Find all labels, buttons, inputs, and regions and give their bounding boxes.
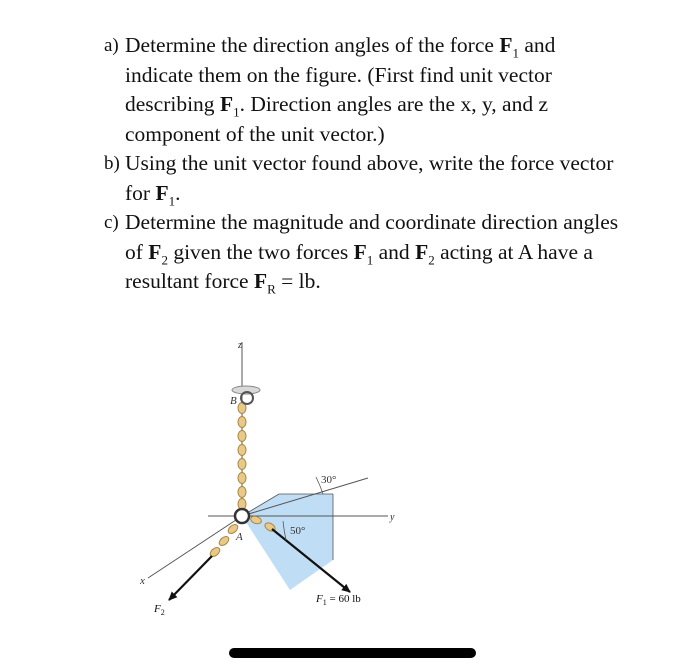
- home-indicator[interactable]: [229, 648, 476, 658]
- f2-force-arrow: [169, 556, 212, 600]
- part-a-text-2: and indicate them on the figure. (First find unit vector describing: [125, 33, 556, 116]
- force-subscript: 2: [161, 251, 168, 267]
- f1-subscript: 1: [322, 598, 327, 607]
- f1-magnitude: = 60 lb: [326, 593, 361, 605]
- force-subscript: R: [267, 281, 276, 297]
- part-c-text: [125, 210, 619, 297]
- part-c-text-3: and: [373, 239, 416, 264]
- part-a: [104, 31, 624, 149]
- part-b: [104, 149, 624, 208]
- part-c-text-1: Determine the magnitude and coordinate direction angles of: [125, 210, 619, 264]
- part-a-text-3: . Direction angles are the x, y, and z component of the unit vector.): [125, 92, 549, 146]
- force-subscript: 2: [428, 251, 435, 267]
- force-symbol: F: [155, 180, 169, 205]
- problem-statement: [104, 31, 624, 297]
- part-b-label: b): [104, 153, 120, 174]
- force-subscript: 1: [512, 45, 519, 61]
- force-diagram: [120, 330, 420, 630]
- part-c-text-5: = lb.: [275, 269, 321, 293]
- f2-label: [153, 603, 165, 617]
- angle-30-label: 30°: [321, 474, 337, 486]
- part-a-text-1: Determine the direction angles of the force: [125, 33, 500, 57]
- x-axis-label: x: [140, 575, 145, 587]
- force-subscript: 1: [233, 104, 240, 120]
- f1-value-label: [315, 593, 361, 607]
- force-subscript: 1: [366, 251, 374, 267]
- part-b-text-1: Using the unit vector found above, write the force vector for: [125, 151, 614, 205]
- angle-50-label: 50°: [290, 525, 306, 537]
- part-c: [104, 208, 624, 297]
- part-b-text-2: .: [175, 180, 181, 205]
- z-axis-label: z: [238, 340, 242, 351]
- f2-symbol: F: [154, 603, 161, 615]
- part-c-text-4: acting at A have a resultant force: [125, 239, 593, 293]
- part-b-text: [125, 151, 614, 208]
- f1-symbol: F: [316, 593, 323, 605]
- force-symbol: F: [353, 239, 367, 264]
- force-symbol: F: [499, 33, 513, 57]
- part-a-text: [125, 33, 555, 146]
- x-axis-line: [148, 516, 242, 578]
- vertical-chain: [238, 403, 246, 510]
- force-symbol: F: [253, 269, 268, 293]
- part-c-label: c): [104, 212, 119, 233]
- ring-a: [235, 509, 249, 523]
- point-b-label: B: [230, 395, 237, 407]
- f2-subscript: 2: [160, 608, 165, 617]
- point-a-label: A: [236, 531, 243, 543]
- force-subscript: 1: [168, 192, 176, 208]
- y-axis-label: y: [390, 512, 395, 523]
- force-symbol: F: [415, 239, 429, 264]
- force-symbol: F: [219, 92, 234, 116]
- part-a-label: a): [104, 35, 119, 56]
- force-symbol: F: [148, 239, 162, 264]
- part-c-text-2: given the two forces: [167, 239, 354, 264]
